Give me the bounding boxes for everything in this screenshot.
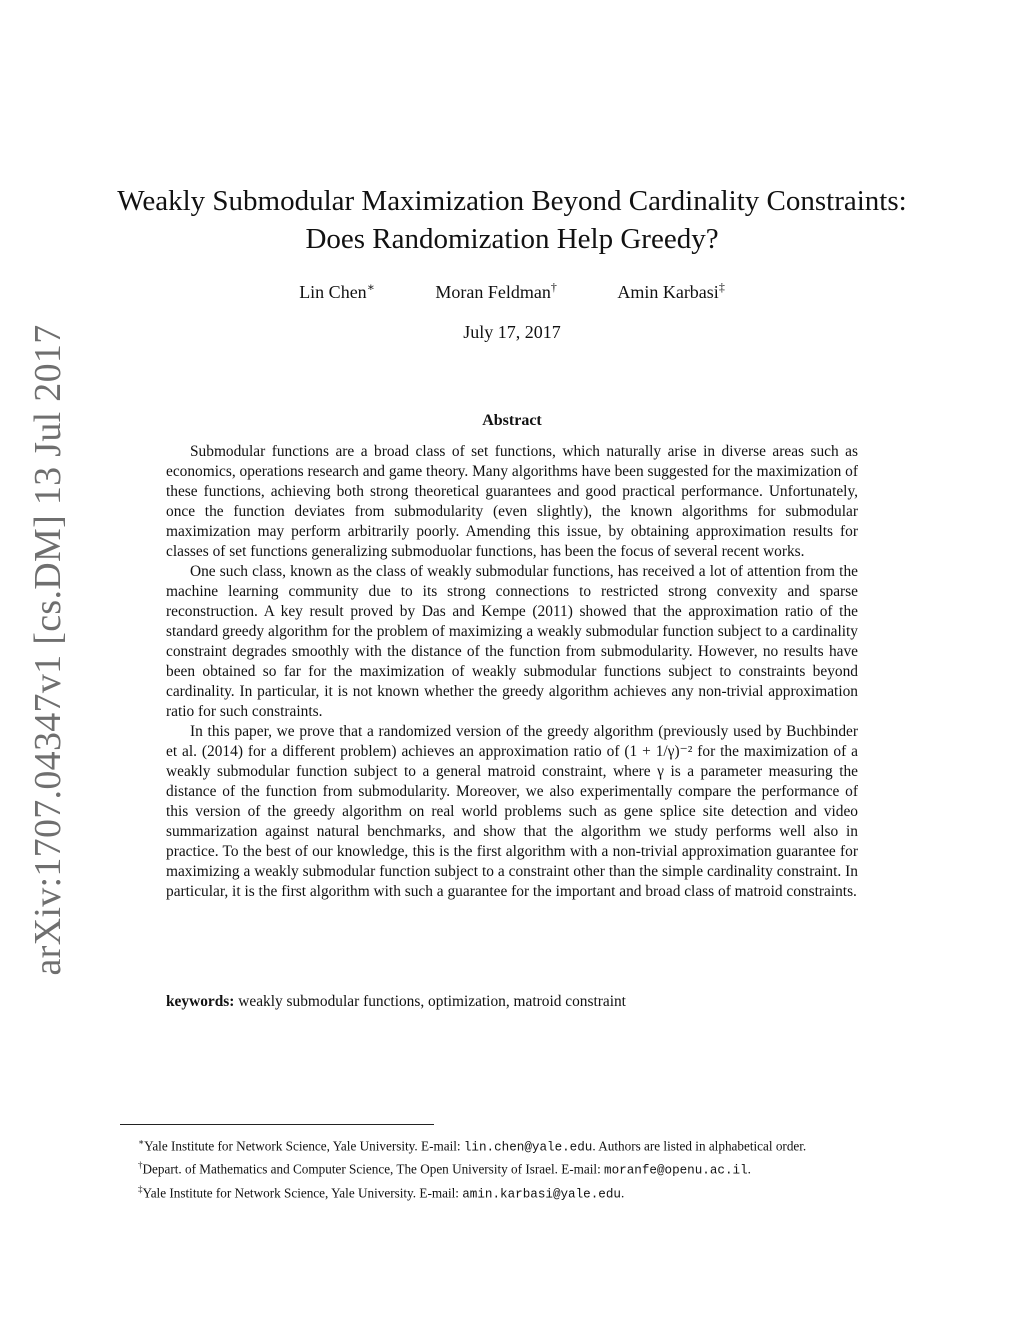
abstract-body — [166, 442, 858, 902]
abstract-heading: Abstract — [482, 412, 542, 429]
author-1 — [299, 280, 375, 303]
footnote-email-link[interactable]: amin.karbasi@yale.edu — [462, 1187, 621, 1202]
footnote-mark: ∗ — [138, 1137, 145, 1147]
keywords-line — [166, 992, 858, 1012]
abstract-paragraph-1: Submodular functions are a broad class of set functions, which naturally arise in diverse areas such as economics, operations research and game theory. Many algorithms have been suggested for the maximization of these functions, achieving both strong theoretical guarantees and good practical performance. Unfortunately, once the function deviates from submodularity (even slightly), the known algorithms for submodular maximization may perform arbitrarily poorly. Amending this issue, by obtaining approximation results for classes of set functions generalizing submoduolar functions, has been the focus of several recent works. — [166, 443, 858, 560]
footnote-text: . — [747, 1161, 751, 1177]
footnote-text: Yale Institute for Network Science, Yale University. E-mail: — [144, 1138, 464, 1154]
paper-title — [100, 182, 924, 258]
author-footnote-mark: ‡ — [718, 280, 725, 294]
author-footnote-mark: ∗ — [366, 280, 375, 294]
footnotes — [120, 1133, 904, 1203]
footnote-mark: † — [138, 1160, 143, 1171]
abstract-paragraph-2: One such class, known as the class of weakly submodular functions, has received a lot of attention from the machine learning community due to its strong connections to restricted strong convexity and sparse reconstruction. A key result proved by Das and Kempe (2011) showed that the approximation ratio of the standard greedy algorithm for the problem of maximizing a weakly submodular function subject to a cardinality constraint degrades smoothly with the distance of the function from submodularity. However, no results have been obtained so far for the maximization of weakly submodular functions subject to constraints beyond cardinality. In particular, it is not known whether the greedy algorithm achieves any non-trivial approximation ratio for such constraints. — [166, 563, 858, 720]
author-name: Amin Karbasi — [617, 282, 719, 302]
author-list — [100, 280, 924, 303]
footnote-divider — [120, 1124, 434, 1125]
arxiv-side-stamp: arXiv:1707.04347v1 [cs.DM] 13 Jul 2017 — [27, 324, 69, 976]
paper-date: July 17, 2017 — [463, 322, 561, 342]
footnote-email-link[interactable]: moranfe@openu.ac.il — [604, 1163, 748, 1178]
footnote-text: . — [620, 1185, 625, 1201]
abstract-paragraph-3: In this paper, we prove that a randomized version of the greedy algorithm (previously used by Buchbinder et al. (2014) for a different problem) achieves an approximation ratio of (1 + 1/γ)⁻² for the maximization of a weakly submodular function subject to a general matroid constraint, where γ is a parameter measuring the distance of the function from submodularity. Moreover, we also experimentally compare the performance of this version of the greedy algorithm on real world problems such as gene splice site detection and video summarization against natural benchmarks, and show that the algorithm we study performs well also in practice. To the best of our knowledge, this is the first algorithm with a non-trivial approximation guarantee for maximizing a weakly submodular function subject to a constraint other than the simple cardinality constraint. In particular, it is the first algorithm with such a guarantee for the important and broad class of matroid constraints. — [166, 723, 858, 900]
footnote-mark: ‡ — [138, 1183, 143, 1194]
footnote-email-link[interactable]: lin.chen@yale.edu — [463, 1140, 593, 1155]
keywords-text: weakly submodular functions, optimization, matroid constraint — [238, 993, 626, 1010]
author-2 — [435, 280, 556, 303]
author-name: Moran Feldman — [435, 282, 551, 302]
footnote-text: Depart. of Mathematics and Computer Science, The Open University of Israel. E-mail: — [142, 1161, 605, 1177]
footnote-text: . Authors are listed in alphabetical order. — [592, 1138, 807, 1154]
author-name: Lin Chen — [299, 282, 367, 302]
title-line-2: Does Randomization Help Greedy? — [305, 223, 719, 255]
footnote-3 — [120, 1180, 904, 1203]
author-footnote-mark: † — [550, 280, 557, 294]
footnote-text: Yale Institute for Network Science, Yale University. E-mail: — [142, 1185, 463, 1201]
keywords-label: keywords: — [166, 993, 235, 1010]
footnote-1 — [120, 1133, 904, 1156]
author-3 — [617, 280, 724, 303]
footnote-2 — [120, 1156, 904, 1179]
title-line-1: Weakly Submodular Maximization Beyond Cardinality Constraints: — [117, 185, 907, 217]
